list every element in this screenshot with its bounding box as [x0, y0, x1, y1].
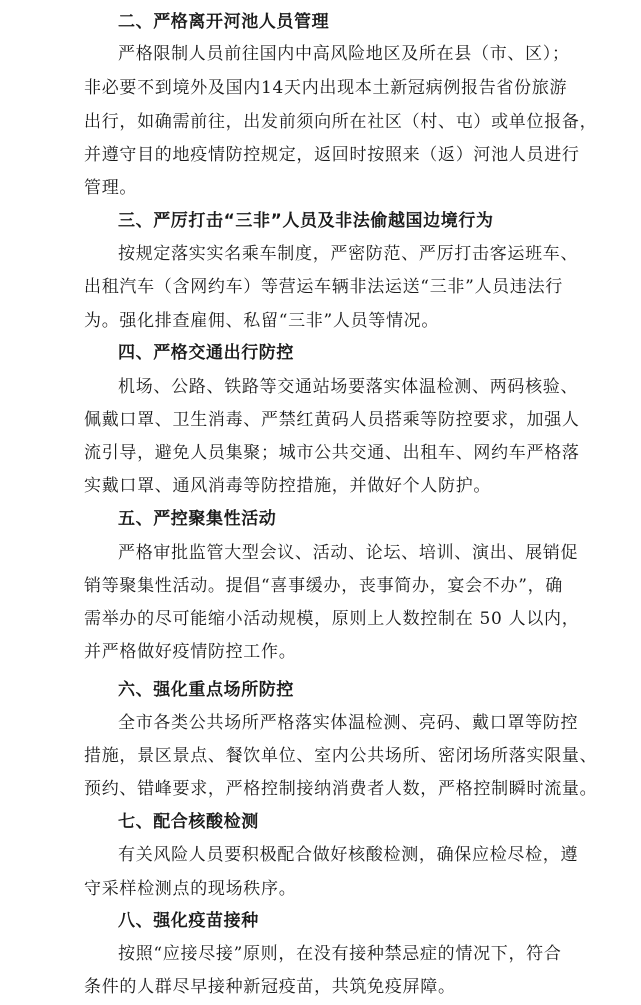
section-4-line-2: 佩戴口罩、卫生消毒、严禁红黄码人员搭乘等防控要求，加强人	[84, 410, 580, 430]
section-2-line-2: 非必要不到境外及国内14天内出现本土新冠病例报告省份旅游	[84, 78, 568, 98]
section-4-line-3: 流引导，避免人员集聚；城市公共交通、出租车、网约车严格落	[84, 443, 580, 463]
section-8-heading: 八、强化疫苗接种	[118, 911, 259, 931]
section-3-line-3: 为。强化排查雇佣、私留“三非”人员等情况。	[84, 311, 440, 331]
section-6-line-2: 措施，景区景点、餐饮单位、室内公共场所、密闭场所落实限量、	[84, 746, 598, 766]
section-4-line-1: 机场、公路、铁路等交通站场要落实体温检测、两码核验、	[118, 377, 579, 397]
section-7-line-2: 守采样检测点的现场秩序。	[84, 879, 297, 899]
section-2-line-3: 出行，如确需前往，出发前须向所在社区（村、屯）或单位报备，	[84, 112, 598, 132]
section-5-line-2: 销等聚集性活动。提倡“喜事缓办，丧事简办，宴会不办”，确	[84, 576, 563, 596]
section-3-line-1: 按规定落实实名乘车制度，严密防范、严厉打击客运班车、	[118, 244, 579, 264]
section-6-line-3: 预约、错峰要求，严格控制接纳消费者人数，严格控制瞬时流量。	[84, 779, 598, 799]
section-7-line-1: 有关风险人员要积极配合做好核酸检测，确保应检尽检，遵	[118, 845, 579, 865]
section-3-line-2: 出租汽车（含网约车）等营运车辆非法运送“三非”人员违法行	[84, 277, 563, 297]
section-4-line-4: 实戴口罩、通风消毒等防控措施，并做好个人防护。	[84, 476, 492, 496]
section-4-heading: 四、严格交通出行防控	[118, 343, 294, 363]
section-2-line-5: 管理。	[84, 178, 138, 198]
section-6-line-1: 全市各类公共场所严格落实体温检测、亮码、戴口罩等防控	[118, 713, 579, 733]
section-5-line-4: 并严格做好疫情防控工作。	[84, 642, 297, 662]
section-6-heading: 六、强化重点场所防控	[118, 680, 294, 700]
section-2-heading: 二、严格离开河池人员管理	[118, 12, 330, 32]
section-5-line-1: 严格审批监管大型会议、活动、论坛、培训、演出、展销促	[118, 543, 579, 563]
section-7-heading: 七、配合核酸检测	[118, 812, 259, 832]
section-8-line-1: 按照“应接尽接”原则，在没有接种禁忌症的情况下，符合	[118, 944, 562, 964]
section-5-line-3: 需举办的尽可能缩小活动规模，原则上人数控制在 50 人以内，	[84, 609, 580, 629]
section-8-line-2: 条件的人群尽早接种新冠疫苗，共筑免疫屏障。	[84, 977, 456, 997]
section-5-heading: 五、严控聚集性活动	[118, 509, 277, 529]
section-3-heading: 三、严厉打击“三非”人员及非法偷越国边境行为	[118, 211, 494, 231]
section-2-line-1: 严格限制人员前往国内中高风险地区及所在县（市、区）；	[118, 44, 570, 64]
section-2-line-4: 并遵守目的地疫情防控规定，返回时按照来（返）河池人员进行	[84, 145, 580, 165]
